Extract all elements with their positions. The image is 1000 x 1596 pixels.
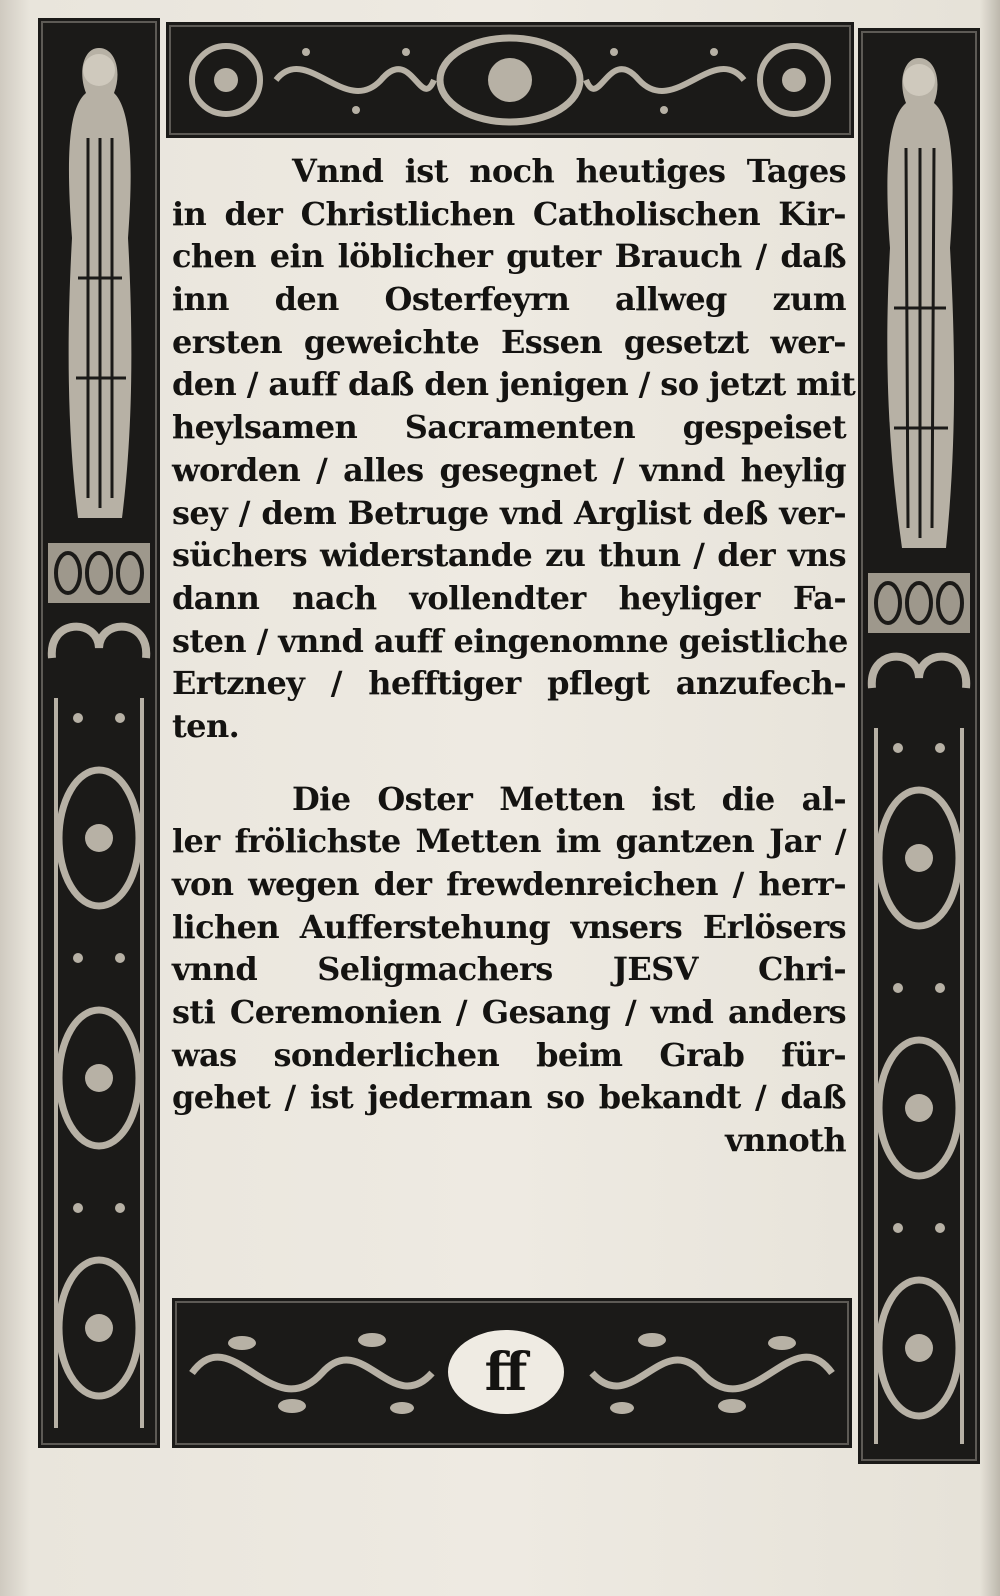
right-woodcut-border <box>858 28 980 1464</box>
top-border-ornament <box>166 22 854 138</box>
left-border-ornament <box>38 18 160 1448</box>
text-line: dann nach vollendter heyliger Fa- <box>172 578 846 617</box>
text-line: chen ein löblicher guter Brauch / daß <box>172 237 846 276</box>
text-line: inn den Osterfeyrn allweg zum <box>172 280 846 319</box>
text-line: Vnnd ist noch heutiges Tages <box>292 152 846 190</box>
text-line: in der Christlichen Catholischen Kir- <box>172 194 846 233</box>
text-line: heylsamen Sacramenten gespeiset <box>172 408 846 447</box>
paragraph-gap <box>172 748 846 778</box>
text-line: ersten geweichte Essen gesetzt wer- <box>172 322 846 361</box>
text-line: Die Oster Metten ist die al- <box>292 779 846 818</box>
right-border-ornament <box>858 28 980 1464</box>
body-text <box>172 150 856 1162</box>
text-line: von wegen der frewdenreichen / herr- <box>172 865 846 903</box>
text-line: vnnd Seligmachers JESV Chri- <box>172 950 846 989</box>
text-line: süchers widerstande zu thun / der vns <box>172 536 846 575</box>
text-line: sten / vnnd auff eingenomne geistliche <box>172 621 848 660</box>
text-line: Ertzney / hefftiger pflegt anzufech- <box>172 664 846 703</box>
left-woodcut-border <box>38 18 160 1448</box>
text-line: sti Ceremonien / Gesang / vnd anders <box>172 993 846 1032</box>
text-line: sey / dem Betruge vnd Arglist deß ver- <box>172 493 846 532</box>
text-line: worden / alles gesegnet / vnnd heylig <box>172 450 846 489</box>
text-line: gehet / ist jederman so bekandt / daß <box>172 1078 846 1117</box>
catchword: vnnoth <box>725 1121 846 1160</box>
signature-mark: ff <box>444 1326 568 1418</box>
text-line: lichen Aufferstehung vnsers Erlösers <box>172 907 846 946</box>
text-line: was sonderlichen beim Grab für- <box>172 1035 846 1074</box>
text-line: ten. <box>172 706 240 745</box>
text-line: den / auff daß den jenigen / so jetzt mit <box>172 365 856 404</box>
text-line: ler frölichste Metten im gantzen Jar / <box>172 822 846 861</box>
top-woodcut-border <box>166 22 854 138</box>
